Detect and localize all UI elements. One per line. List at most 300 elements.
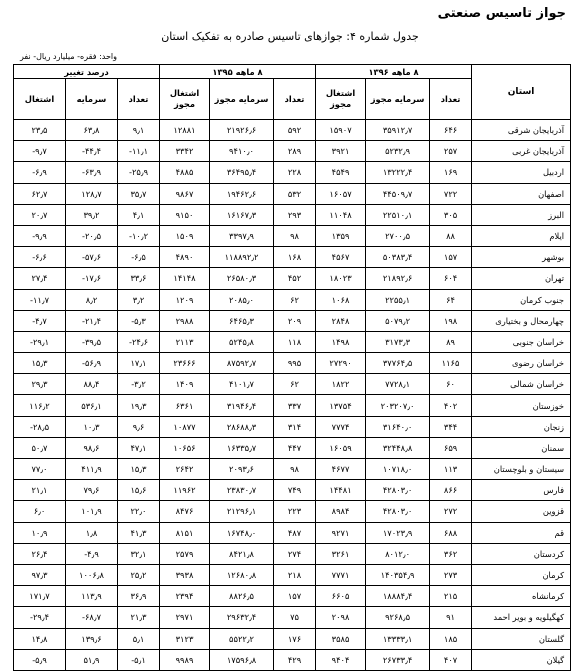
value-cell: ۶۸۸ — [430, 522, 472, 543]
value-cell: ۵۳۶٫۱ — [66, 395, 118, 416]
value-cell: ۲۰۳۲۰۷٫۰ — [366, 395, 430, 416]
value-cell: ۲۰۹۸ — [316, 607, 366, 628]
value-cell: -۲۸٫۵ — [14, 416, 66, 437]
table-row — [14, 543, 571, 564]
value-cell: ۲۸۹ — [274, 141, 316, 162]
value-cell: ۱۰٫۹ — [14, 522, 66, 543]
table-row — [14, 162, 571, 183]
value-cell: ۱۷٫۱ — [118, 353, 160, 374]
value-cell: ۴٫۱ — [118, 204, 160, 225]
value-cell: ۷۷٫۰ — [14, 459, 66, 480]
value-cell: ۳۹٫۲ — [66, 204, 118, 225]
table-row — [14, 141, 571, 162]
value-cell: ۸۴۷۶ — [160, 501, 210, 522]
value-cell: ۶۰ — [430, 374, 472, 395]
col-header: تعداد — [274, 79, 316, 120]
value-cell: ۱۵٫۳ — [14, 353, 66, 374]
value-cell: ۴۷٫۱ — [118, 437, 160, 458]
province-cell: قزوین — [472, 501, 571, 522]
value-cell: ۸٫۲ — [66, 289, 118, 310]
value-cell: ۱۵۷ — [274, 586, 316, 607]
value-cell: ۶۲ — [274, 374, 316, 395]
value-cell: ۱۵۷ — [430, 247, 472, 268]
value-cell: ۷۵ — [274, 607, 316, 628]
value-cell: ۱۱۰۴۸ — [316, 204, 366, 225]
value-cell: ۸۸ — [430, 225, 472, 246]
value-cell: -۲۹٫۴ — [14, 607, 66, 628]
value-cell: ۶۳٫۸ — [66, 120, 118, 141]
value-cell: ۴۸۸۵ — [160, 162, 210, 183]
value-cell: -۲۱٫۴ — [66, 310, 118, 331]
table-row — [14, 437, 571, 458]
value-cell: -۶۳٫۹ — [66, 162, 118, 183]
value-cell: ۱۳۷۵۴ — [316, 395, 366, 416]
col-header: اشتغال — [14, 79, 66, 120]
value-cell: ۱۷۵۹۶٫۸ — [210, 649, 274, 670]
value-cell: ۲۱٫۳ — [118, 607, 160, 628]
value-cell: ۴۰۷ — [430, 649, 472, 670]
province-cell: خوزستان — [472, 395, 571, 416]
value-cell: ۲۱٫۱ — [14, 480, 66, 501]
unit-note: واحد: فقره- میلیارد ریال- نفر — [20, 52, 117, 61]
value-cell: ۲۰۹ — [274, 310, 316, 331]
value-cell: ۳۱۷۳٫۳ — [366, 331, 430, 352]
value-cell: ۴۲۸۰۳٫۰ — [366, 501, 430, 522]
value-cell: ۹٫۶ — [118, 416, 160, 437]
value-cell: ۴۸۹۰ — [160, 247, 210, 268]
value-cell: ۱۴۹۸ — [316, 331, 366, 352]
value-cell: ۹۸ — [274, 225, 316, 246]
value-cell: ۴۵۴۹ — [316, 162, 366, 183]
value-cell: ۹۴۱۰٫۰ — [210, 141, 274, 162]
province-cell: گیلان — [472, 649, 571, 670]
value-cell: ۸۱۵۱ — [160, 522, 210, 543]
value-cell: ۸۰۱۲٫۰ — [366, 543, 430, 564]
value-cell: ۲۷٫۴ — [14, 268, 66, 289]
value-cell: ۳۶٫۹ — [118, 586, 160, 607]
value-cell: ۹۹۸۹ — [160, 649, 210, 670]
value-cell: ۹۷٫۳ — [14, 564, 66, 585]
value-cell: ۱۸۸۸۴٫۴ — [366, 586, 430, 607]
value-cell: ۳۱۶۴۰٫۰ — [366, 416, 430, 437]
value-cell: -۴٫۷ — [14, 310, 66, 331]
value-cell: ۷۴۹ — [274, 480, 316, 501]
province-cell: جنوب کرمان — [472, 289, 571, 310]
value-cell: ۴۲۹ — [274, 649, 316, 670]
value-cell: ۵۲۴۵٫۸ — [210, 331, 274, 352]
value-cell: ۲۹٫۳ — [14, 374, 66, 395]
table-row — [14, 374, 571, 395]
value-cell: ۵۰۳۸۳٫۴ — [366, 247, 430, 268]
value-cell: ۲۳۸۳۰٫۷ — [210, 480, 274, 501]
province-cell: اصفهان — [472, 183, 571, 204]
page-title: جواز تاسیس صنعتی — [437, 6, 566, 21]
col-header: اشتغال مجوز — [316, 79, 366, 120]
value-cell: ۲۶٫۴ — [14, 543, 66, 564]
value-cell: ۵۱٫۹ — [66, 649, 118, 670]
value-cell: ۹٫۱ — [118, 120, 160, 141]
value-cell: ۴۴۵۰۹٫۷ — [366, 183, 430, 204]
value-cell: -۶٫۹ — [14, 162, 66, 183]
value-cell: ۲۱۹۲۶٫۶ — [210, 120, 274, 141]
value-cell: ۸۹ — [430, 331, 472, 352]
province-cell: کهگیلویه و بویر احمد — [472, 607, 571, 628]
value-cell: ۲۹۷۱ — [160, 607, 210, 628]
value-cell: ۱۱۳٫۹ — [66, 586, 118, 607]
value-cell: -۶٫۶ — [14, 247, 66, 268]
province-cell: سمنان — [472, 437, 571, 458]
value-cell: -۱۰٫۲ — [118, 225, 160, 246]
table-row — [14, 459, 571, 480]
value-cell: ۱۲۸۸۱ — [160, 120, 210, 141]
table-row — [14, 225, 571, 246]
group-header-change: درصد تغییر — [14, 65, 160, 79]
province-cell: اردبیل — [472, 162, 571, 183]
table-row — [14, 649, 571, 670]
value-cell: ۸۹۸۴ — [316, 501, 366, 522]
value-cell: ۳۷۷۶۴٫۵ — [366, 353, 430, 374]
value-cell: ۹۲۷۱ — [316, 522, 366, 543]
value-cell: ۱۶۳۳۵٫۷ — [210, 437, 274, 458]
col-header: تعداد — [430, 79, 472, 120]
value-cell: -۳۹٫۵ — [66, 331, 118, 352]
value-cell: ۱۳۵۹ — [316, 225, 366, 246]
value-cell: ۷۷۷۴ — [316, 416, 366, 437]
value-cell: -۱۱٫۱ — [118, 141, 160, 162]
value-cell: ۱۴۰۹ — [160, 374, 210, 395]
value-cell: -۵۷٫۶ — [66, 247, 118, 268]
value-cell: ۶۳۶۱ — [160, 395, 210, 416]
header-group-row — [14, 65, 571, 79]
value-cell: -۹٫۹ — [14, 225, 66, 246]
value-cell: ۴۱۱٫۹ — [66, 459, 118, 480]
value-cell: ۱۰۸۷۷ — [160, 416, 210, 437]
value-cell: ۷۷۷۱ — [316, 564, 366, 585]
value-cell: ۴۴۷ — [274, 437, 316, 458]
value-cell: ۱۵۹۰۷ — [316, 120, 366, 141]
value-cell: ۳۹۳۸ — [160, 564, 210, 585]
value-cell: -۴۴٫۴ — [66, 141, 118, 162]
value-cell: ۱۹۴۶۲٫۶ — [210, 183, 274, 204]
value-cell: ۳۴۴ — [430, 416, 472, 437]
value-cell: ۵۵۲۲٫۲ — [210, 628, 274, 649]
value-cell: ۹۲۶۸٫۵ — [366, 607, 430, 628]
table-row — [14, 331, 571, 352]
value-cell: ۲۰٫۷ — [14, 204, 66, 225]
value-cell: ۱۸۲۲ — [316, 374, 366, 395]
value-cell: ۲۵۷ — [430, 141, 472, 162]
province-cell: گلستان — [472, 628, 571, 649]
value-cell: ۱۶۰۵۷ — [316, 183, 366, 204]
value-cell: ۴۰۲ — [430, 395, 472, 416]
value-cell: ۹۸٫۶ — [66, 437, 118, 458]
value-cell: ۲۶۷۳۳٫۴ — [366, 649, 430, 670]
table-row — [14, 522, 571, 543]
value-cell: ۳۵۹۱۲٫۷ — [366, 120, 430, 141]
value-cell: ۱۲۸٫۷ — [66, 183, 118, 204]
value-cell: ۱٫۸ — [66, 522, 118, 543]
value-cell: ۲۲۸ — [274, 162, 316, 183]
value-cell: ۹۹۵ — [274, 353, 316, 374]
value-cell: ۷۹٫۶ — [66, 480, 118, 501]
value-cell: ۶۲ — [274, 289, 316, 310]
value-cell: ۱۶۷۴۸٫۰ — [210, 522, 274, 543]
value-cell: ۱۰۶۸ — [316, 289, 366, 310]
table-row — [14, 607, 571, 628]
value-cell: ۱۷۱٫۷ — [14, 586, 66, 607]
value-cell: ۳۶۲ — [430, 543, 472, 564]
value-cell: ۶٫۰ — [14, 501, 66, 522]
value-cell: ۱۰۰۶٫۸ — [66, 564, 118, 585]
value-cell: ۱۸۰۲۳ — [316, 268, 366, 289]
province-cell: قم — [472, 522, 571, 543]
group-header-1396: ۸ ماهه ۱۳۹۶ — [316, 65, 472, 79]
value-cell: ۸۸۲۶٫۵ — [210, 586, 274, 607]
value-cell: ۱۰۷۱۸٫۰ — [366, 459, 430, 480]
value-cell: -۲۵٫۹ — [118, 162, 160, 183]
value-cell: ۱۷۰۲۳٫۹ — [366, 522, 430, 543]
value-cell: ۲۶۴۲ — [160, 459, 210, 480]
province-cell: خراسان جنوبی — [472, 331, 571, 352]
value-cell: ۲۲۵۵٫۱ — [366, 289, 430, 310]
value-cell: ۳۳۹۷٫۹ — [210, 225, 274, 246]
value-cell: ۹۸۶۷ — [160, 183, 210, 204]
value-cell: ۱۹۸ — [430, 310, 472, 331]
table-row — [14, 564, 571, 585]
value-cell: ۱۳۹٫۶ — [66, 628, 118, 649]
value-cell: ۲۷۳ — [430, 564, 472, 585]
value-cell: ۲۱۸ — [274, 564, 316, 585]
value-cell: ۱۰٫۳ — [66, 416, 118, 437]
value-cell: ۲۷۰۰٫۵ — [366, 225, 430, 246]
value-cell: ۱۶۰۵۹ — [316, 437, 366, 458]
value-cell: ۶۲٫۷ — [14, 183, 66, 204]
value-cell: -۲۴٫۶ — [118, 331, 160, 352]
value-cell: ۴۶۷۷ — [316, 459, 366, 480]
table-caption: جدول شماره ۴: جوازهای تاسیس صادره به تفکیک استان — [161, 30, 419, 43]
value-cell: ۱۱۹۶۲ — [160, 480, 210, 501]
value-cell: ۶۴۶ — [430, 120, 472, 141]
col-header: سرمایه مجوز — [210, 79, 274, 120]
value-cell: ۱۱۶۵ — [430, 353, 472, 374]
province-cell: زنجان — [472, 416, 571, 437]
value-cell: -۶۸٫۷ — [66, 607, 118, 628]
value-cell: ۳۳۷ — [274, 395, 316, 416]
value-cell: ۳۱۴ — [274, 416, 316, 437]
value-cell: ۱۲۰۹ — [160, 289, 210, 310]
value-cell: ۹۸ — [274, 459, 316, 480]
value-cell: ۲۹۸۸ — [160, 310, 210, 331]
value-cell: -۵٫۹ — [14, 649, 66, 670]
province-cell: فارس — [472, 480, 571, 501]
value-cell: ۲۱۸۹۲٫۶ — [366, 268, 430, 289]
value-cell: ۴۱۰۱٫۷ — [210, 374, 274, 395]
table-row — [14, 310, 571, 331]
value-cell: ۶۴ — [430, 289, 472, 310]
value-cell: ۱۶۸ — [274, 247, 316, 268]
value-cell: ۳۵٫۷ — [118, 183, 160, 204]
value-cell: ۱۹٫۳ — [118, 395, 160, 416]
value-cell: ۷۲۲ — [430, 183, 472, 204]
value-cell: -۹٫۷ — [14, 141, 66, 162]
value-cell: ۱۴۴۸۱ — [316, 480, 366, 501]
province-header: استان — [472, 65, 571, 120]
value-cell: ۲۹۶۳۲٫۴ — [210, 607, 274, 628]
value-cell: ۲۱۵ — [430, 586, 472, 607]
value-cell: ۶۰۴ — [430, 268, 472, 289]
table-row — [14, 416, 571, 437]
province-cell: آذربایجان غربی — [472, 141, 571, 162]
value-cell: ۳٫۲ — [118, 289, 160, 310]
value-cell: ۲۰۹۳٫۶ — [210, 459, 274, 480]
value-cell: -۵٫۱ — [118, 649, 160, 670]
table-row — [14, 353, 571, 374]
province-cell: سیستان و بلوچستان — [472, 459, 571, 480]
province-cell: کرمانشاه — [472, 586, 571, 607]
value-cell: ۴۱٫۳ — [118, 522, 160, 543]
value-cell: ۱۴٫۸ — [14, 628, 66, 649]
value-cell: ۳۱۹۴۶٫۴ — [210, 395, 274, 416]
province-cell: بوشهر — [472, 247, 571, 268]
value-cell: ۱۵٫۶ — [118, 480, 160, 501]
value-cell: ۵٫۱ — [118, 628, 160, 649]
value-cell: ۴۲۸۰۳٫۰ — [366, 480, 430, 501]
col-header: سرمایه — [66, 79, 118, 120]
value-cell: ۳۲٫۱ — [118, 543, 160, 564]
value-cell: ۱۱۸ — [274, 331, 316, 352]
province-cell: تهران — [472, 268, 571, 289]
value-cell: ۱۵٫۳ — [118, 459, 160, 480]
province-cell: خراسان شمالی — [472, 374, 571, 395]
value-cell: -۱۷٫۶ — [66, 268, 118, 289]
value-cell: ۱۰۱٫۹ — [66, 501, 118, 522]
value-cell: ۱۴۰۳۵۴٫۹ — [366, 564, 430, 585]
value-cell: ۹۴۰۴ — [316, 649, 366, 670]
province-cell: کردستان — [472, 543, 571, 564]
value-cell: ۵۹۲ — [274, 120, 316, 141]
value-cell: ۹۱ — [430, 607, 472, 628]
table-row — [14, 289, 571, 310]
value-cell: ۲۸۴۸ — [316, 310, 366, 331]
value-cell: ۱۳۳۳۳٫۱ — [366, 628, 430, 649]
col-header: سرمایه مجوز — [366, 79, 430, 120]
value-cell: -۳٫۲ — [118, 374, 160, 395]
value-cell: -۵٫۳ — [118, 310, 160, 331]
value-cell: -۴٫۹ — [66, 543, 118, 564]
value-cell: ۱۱۶٫۲ — [14, 395, 66, 416]
group-header-1395: ۸ ماهه ۱۳۹۵ — [160, 65, 316, 79]
value-cell: ۲۰۸۵٫۰ — [210, 289, 274, 310]
table-row — [14, 268, 571, 289]
value-cell: ۳۲۴۴۸٫۸ — [366, 437, 430, 458]
value-cell: -۵۶٫۹ — [66, 353, 118, 374]
value-cell: ۵۳۲ — [274, 183, 316, 204]
table-row — [14, 204, 571, 225]
value-cell: ۱۱۳ — [430, 459, 472, 480]
value-cell: ۸۶۶ — [430, 480, 472, 501]
table-row — [14, 120, 571, 141]
value-cell: ۱۷۶ — [274, 628, 316, 649]
value-cell: ۲۱۲۹۶٫۱ — [210, 501, 274, 522]
value-cell: ۲۲٫۰ — [118, 501, 160, 522]
value-cell: ۳۱۲۳ — [160, 628, 210, 649]
value-cell: ۶۴۶۵٫۳ — [210, 310, 274, 331]
value-cell: ۶۶۰۵ — [316, 586, 366, 607]
col-header: تعداد — [118, 79, 160, 120]
value-cell: ۲۳۹۴ — [160, 586, 210, 607]
value-cell: ۳۳٫۶ — [118, 268, 160, 289]
value-cell: ۳۰۵ — [430, 204, 472, 225]
value-cell: ۱۱۸۸۹۲٫۲ — [210, 247, 274, 268]
value-cell: ۸۴۲۱٫۸ — [210, 543, 274, 564]
value-cell: ۵۰۷۹٫۲ — [366, 310, 430, 331]
province-cell: البرز — [472, 204, 571, 225]
province-cell: خراسان رضوی — [472, 353, 571, 374]
value-cell: ۱۲۶۸۰٫۸ — [210, 564, 274, 585]
value-cell: ۲۳۶۶۶ — [160, 353, 210, 374]
value-cell: ۷۷۲۸٫۱ — [366, 374, 430, 395]
table-row — [14, 501, 571, 522]
value-cell: ۹۱۵۰ — [160, 204, 210, 225]
value-cell: ۱۵۰۹ — [160, 225, 210, 246]
value-cell: ۳۹۲۱ — [316, 141, 366, 162]
table-row — [14, 586, 571, 607]
province-cell: ایلام — [472, 225, 571, 246]
value-cell: ۱۴۱۴۸ — [160, 268, 210, 289]
value-cell: -۱۱٫۷ — [14, 289, 66, 310]
value-cell: ۱۰۶۵۶ — [160, 437, 210, 458]
permits-table — [13, 64, 571, 671]
value-cell: ۴۵۶۷ — [316, 247, 366, 268]
value-cell: ۲۲۵۱۰٫۱ — [366, 204, 430, 225]
value-cell: ۳۶۴۹۵٫۴ — [210, 162, 274, 183]
value-cell: ۵۰٫۷ — [14, 437, 66, 458]
table-row — [14, 480, 571, 501]
value-cell: ۲۷۴ — [274, 543, 316, 564]
value-cell: ۸۸٫۴ — [66, 374, 118, 395]
value-cell: ۲۸۶۸۸٫۳ — [210, 416, 274, 437]
value-cell: ۱۶۹ — [430, 162, 472, 183]
value-cell: ۳۳۴۲ — [160, 141, 210, 162]
value-cell: ۵۲۳۲٫۹ — [366, 141, 430, 162]
table-row — [14, 395, 571, 416]
value-cell: ۲۲۳ — [274, 501, 316, 522]
province-cell: کرمان — [472, 564, 571, 585]
value-cell: ۲۱۱۳ — [160, 331, 210, 352]
province-cell: چهارمحال و بختیاری — [472, 310, 571, 331]
value-cell: ۱۸۵ — [430, 628, 472, 649]
value-cell: ۳۵۸۵ — [316, 628, 366, 649]
value-cell: ۴۵۲ — [274, 268, 316, 289]
table-row — [14, 183, 571, 204]
value-cell: ۲۹۳ — [274, 204, 316, 225]
value-cell: ۲۷۲۹۰ — [316, 353, 366, 374]
value-cell: ۸۷۵۹۲٫۷ — [210, 353, 274, 374]
table-row — [14, 628, 571, 649]
col-header: اشتغال مجوز — [160, 79, 210, 120]
value-cell: ۲۵۷۹ — [160, 543, 210, 564]
value-cell: ۳۲۶۱ — [316, 543, 366, 564]
value-cell: ۱۶۱۶۷٫۳ — [210, 204, 274, 225]
table-row — [14, 247, 571, 268]
value-cell: ۴۸۷ — [274, 522, 316, 543]
table-container — [13, 64, 570, 671]
value-cell: -۲۹٫۱ — [14, 331, 66, 352]
value-cell: -۶٫۵ — [118, 247, 160, 268]
value-cell: ۲۳٫۵ — [14, 120, 66, 141]
value-cell: ۱۳۲۲۲٫۴ — [366, 162, 430, 183]
value-cell: ۶۵۹ — [430, 437, 472, 458]
